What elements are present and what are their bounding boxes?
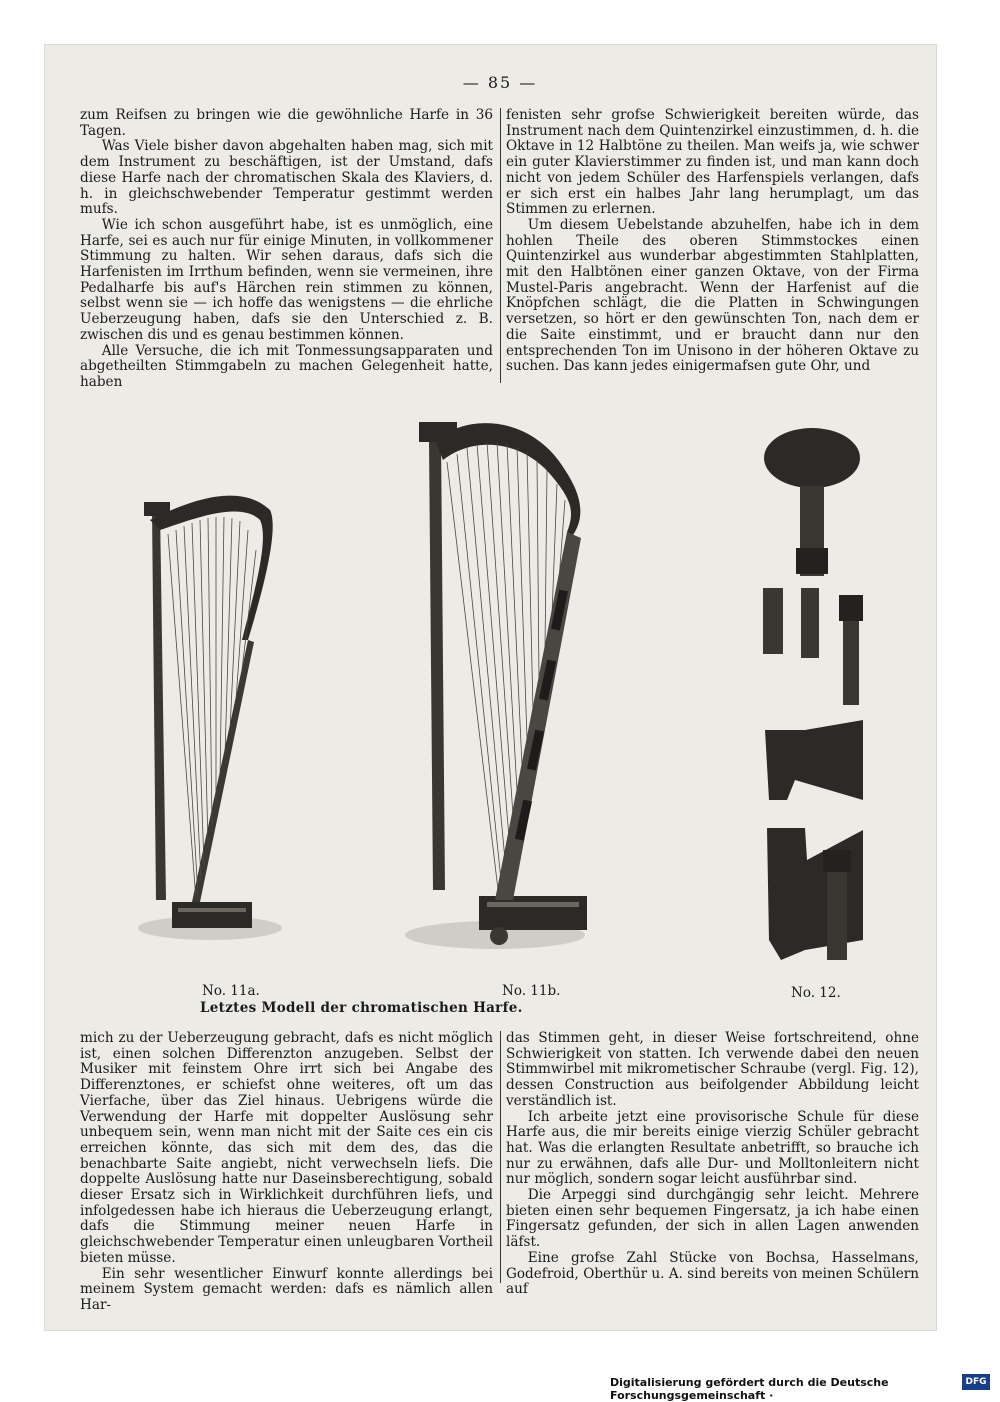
paragraph: Eine grofse Zahl Stücke von Bochsa, Hasselmans, Godefroid, Oberthür u. A. sind bereits von meinen Schülern auf <box>506 1249 919 1298</box>
column-divider-bottom <box>500 1031 501 1283</box>
top-right-column <box>506 108 919 375</box>
bottom-right-column <box>506 1031 919 1298</box>
column-divider-top <box>500 108 501 383</box>
harp-illustration-11a <box>130 490 290 950</box>
harp-illustration-11b <box>395 400 595 960</box>
top-left-column <box>80 108 493 391</box>
dfg-logo: DFG <box>962 1374 990 1390</box>
figure-label-11a: No. 11a. <box>202 983 260 999</box>
paragraph: Alle Versuche, die ich mit Tonmessungsapparaten und abgetheilten Stimmgabeln zu machen Gelegenheit hatte, haben <box>80 342 493 390</box>
figure-label-12: No. 12. <box>791 985 841 1001</box>
paragraph: das Stimmen geht, in dieser Weise fortschreitend, ohne Schwierigkeit von statten. Ich verwende dabei den neuen Stimmwirbel mit mikrometischer Schraube (vergl. Fig. 12), dessen Construction aus beifolgender Abbildung leicht verständlich ist. <box>506 1030 919 1109</box>
paragraph: Ich arbeite jetzt eine provisorische Schule für diese Harfe aus, die mir bereits einige vierzig Schüler gebracht hat. Was die erlangten Resultate anbetrifft, so brauche ich nur zu erwähnen, dafs alle Dur- und Molltonleitern nicht nur möglich, sondern sogar leicht ausführbar sind. <box>506 1108 919 1188</box>
paragraph: Die Arpeggi sind durchgängig sehr leicht. Mehrere bieten einen sehr bequemen Fingersatz, ja ich habe einen Fingersatz gefunden, der sich in allen Lagen anwenden läfst. <box>506 1187 919 1251</box>
figure-label-11b: No. 11b. <box>502 983 561 999</box>
paragraph: zum Reifsen zu bringen wie die gewöhnliche Harfe in 36 Tagen. <box>80 107 493 139</box>
page-number: — 85 — <box>462 73 538 92</box>
paragraph: mich zu der Ueberzeugung gebracht, dafs es nicht möglich ist, einen solchen Differenzton anzugeben. Selbst der Musiker mit feinstem Ohre irrt sich bei Angabe des Differenztones, er schiefst ohne weiteres, oft um das Vierfache, über das Ziel hinaus. Uebrigens würde die Verwendung der Harfe mit doppelter Auslösung sehr unbequem sein, wenn man nicht mit der Saite ces ein cis erreichen könnte, das sich mit dem des, das die benachbarte Saite angiebt, nicht verwechseln liefs. Die doppelte Auslösung hatte nur Daseinsberechtigung, sobald dieser Ersatz sich in Wirklichkeit durchführen liefs, und infolgedessen habe ich hieraus die Ueberzeugung erlangt, dafs die Stimmung meiner neuen Harfe in gleichschwebender Temperatur einen unleugbaren Vortheil bieten müsse. <box>80 1030 493 1266</box>
tuning-key-illustration-12 <box>745 420 895 970</box>
paragraph: Was Viele bisher davon abgehalten haben mag, sich mit dem Instrument zu beschäftigen, ist der Umstand, dafs diese Harfe nach der chromatischen Skala des Klaviers, d. h. in gleichschwebender Temperatur gestimmt werden mufs. <box>80 138 493 218</box>
figure-caption: Letztes Modell der chromatischen Harfe. <box>200 1000 523 1016</box>
paragraph: Um diesem Uebelstande abzuhelfen, habe ich in dem hohlen Theile des oberen Stimmstockes einen Quintenzirkel aus wunderbar abgestimmten Stahlplatten, mit den Halbtönen einer ganzen Oktave, von der Firma Mustel-Paris angebracht. Wenn der Harfenist auf die Knöpfchen schlägt, die die Platten in Schwingungen versetzen, so hört er den gewünschten Ton, nach dem er die Saite einstimmt, und er braucht dann nur den entsprechenden Ton im Unisono in der höheren Oktave zu suchen. Das kann jedes einigermafsen gute Ohr, und <box>506 216 919 375</box>
paragraph: Ein sehr wesentlicher Einwurf konnte allerdings bei meinem System gemacht werden: dafs es nämlich allen Har- <box>80 1265 493 1313</box>
paragraph: Wie ich schon ausgeführt habe, ist es unmöglich, eine Harfe, sei es auch nur für einige Minuten, in vollkommener Stimmung zu halten. Wir sehen daraus, dafs sich die Harfenisten im Irrthum befinden, wenn sie vermeinen, ihre Pedalharfe bis auf's Härchen rein stimmen zu können, selbst wenn sie — ich hoffe das wenigstens — die ehrliche Ueberzeugung haben, dafs sie den Unterschied z. B. zwischen dis und es genau bestimmen können. <box>80 216 493 343</box>
bottom-left-column <box>80 1031 493 1314</box>
footer-credit: Digitalisierung gefördert durch die Deutsche Forschungsgemeinschaft · <box>610 1376 889 1402</box>
paragraph: fenisten sehr grofse Schwierigkeit bereiten würde, das Instrument nach dem Quintenzirkel einzustimmen, d. h. die Oktave in 12 Halbtöne zu theilen. Man weifs ja, wie schwer ein guter Klavierstimmer zu finden ist, und man kann doch nicht von jedem Schüler des Harfenspiels verlangen, dafs er sich erst ein halbes Jahr lang herumplagt, um das Stimmen zu erlernen. <box>506 107 919 218</box>
